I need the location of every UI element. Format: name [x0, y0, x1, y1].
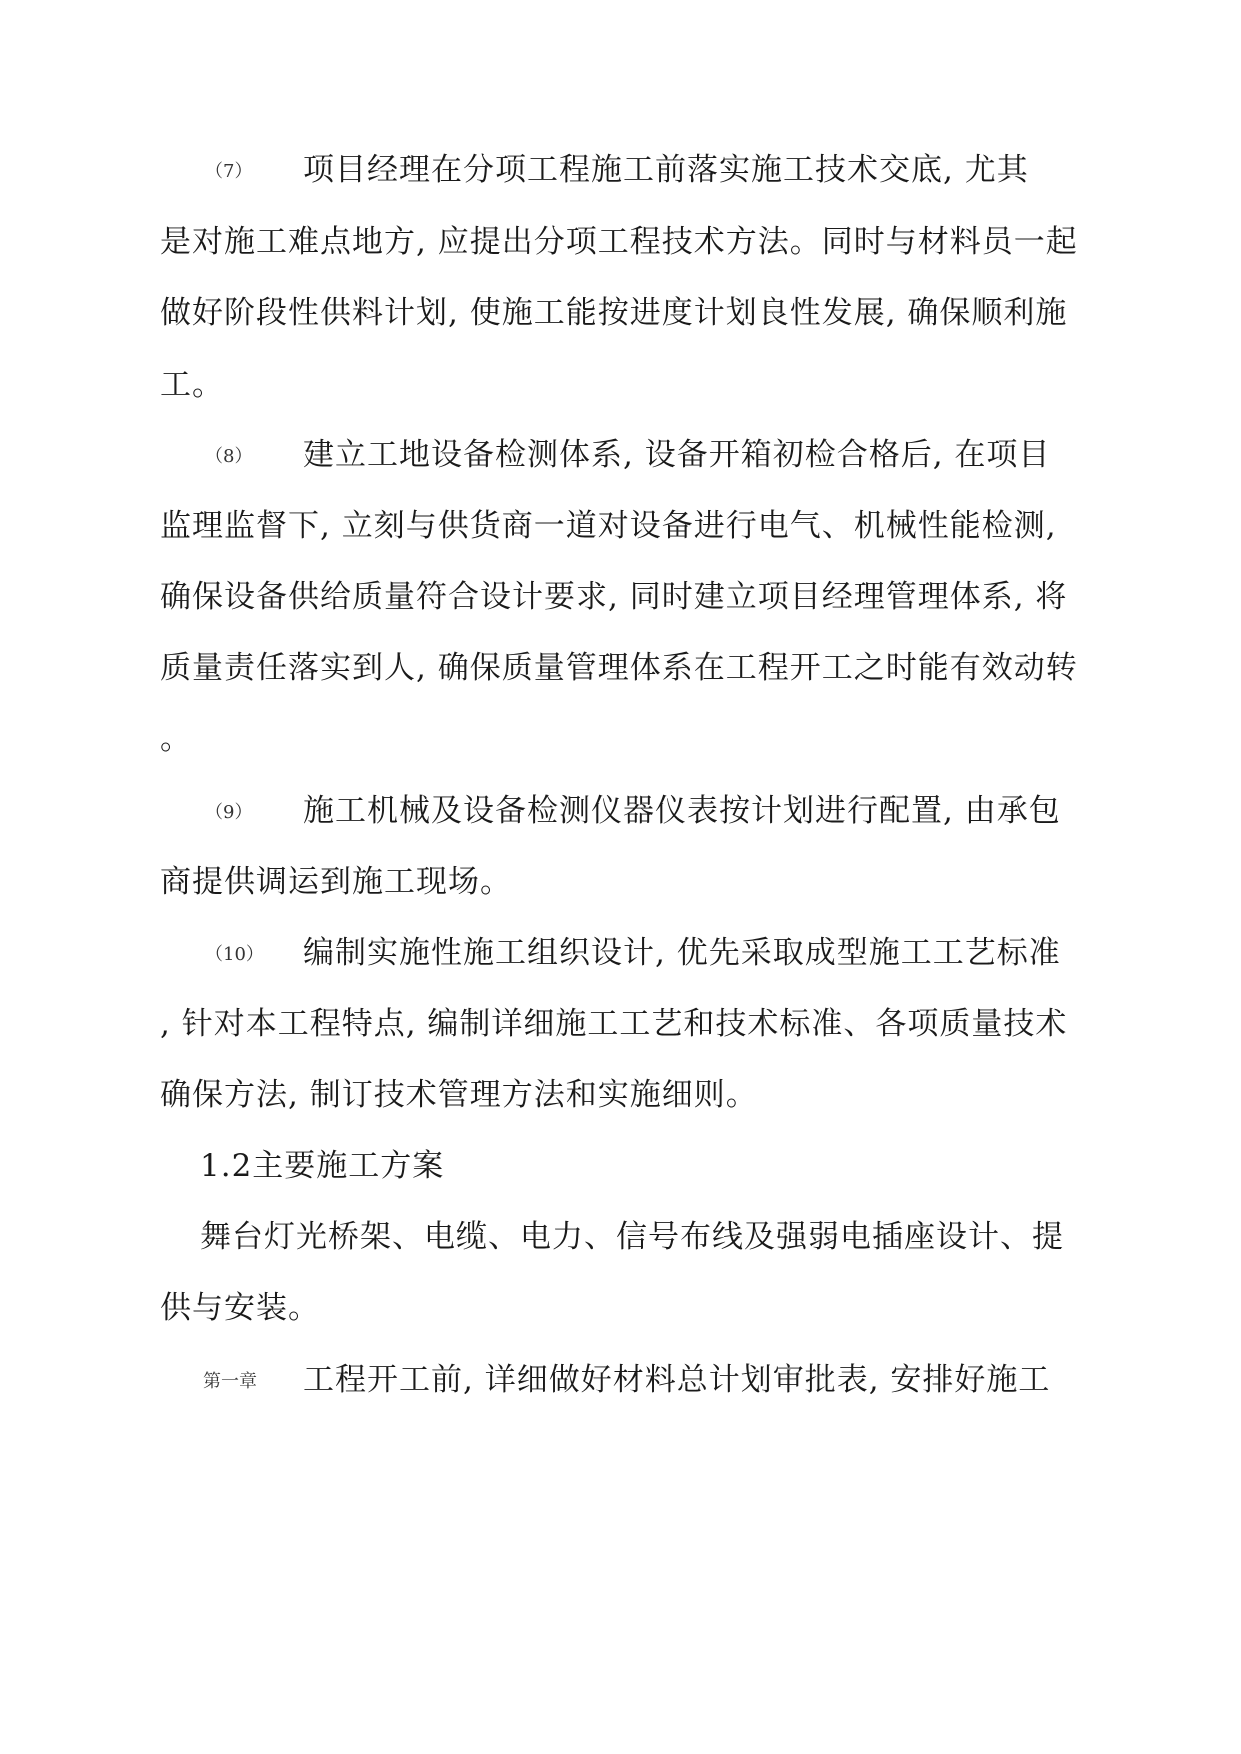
paragraph-line: 确保方法, 制订技术管理方法和实施细则。	[160, 1077, 758, 1113]
paragraph-line: 质量责任落实到人, 确保质量管理体系在工程开工之时能有效动转	[160, 650, 1078, 686]
item-marker: （9）	[205, 802, 253, 823]
paragraph-line: 。	[160, 721, 192, 757]
paragraph-line: , 针对本工程特点, 编制详细施工工艺和技术标准、各项质量技术	[160, 1006, 1068, 1042]
paragraph-line: 项目经理在分项工程施工前落实施工技术交底, 尤其	[303, 152, 1029, 188]
item-marker: （7）	[205, 161, 253, 182]
chapter-marker: 第一章	[203, 1371, 257, 1392]
paragraph-line: 确保设备供给质量符合设计要求, 同时建立项目经理管理体系, 将	[160, 579, 1068, 615]
paragraph-line: 监理监督下, 立刻与供货商一道对设备进行电气、机械性能检测,	[160, 508, 1057, 544]
paragraph-line: 工。	[160, 367, 224, 403]
paragraph-line: 舞台灯光桥架、电缆、电力、信号布线及强弱电插座设计、提	[200, 1219, 1064, 1255]
section-heading: 1.2主要施工方案	[200, 1148, 445, 1184]
item-marker: （8）	[205, 446, 253, 467]
paragraph-line: 编制实施性施工组织设计, 优先采取成型施工工艺标准	[303, 935, 1061, 971]
paragraph-line: 施工机械及设备检测仪器仪表按计划进行配置, 由承包	[303, 793, 1061, 829]
paragraph-line: 做好阶段性供料计划, 使施工能按进度计划良性发展, 确保顺利施	[160, 295, 1068, 331]
paragraph-line: 供与安装。	[160, 1290, 320, 1326]
paragraph-line: 工程开工前, 详细做好材料总计划审批表, 安排好施工	[303, 1362, 1051, 1398]
item-marker: （10）	[205, 944, 264, 965]
paragraph-line: 建立工地设备检测体系, 设备开箱初检合格后, 在项目	[303, 437, 1051, 473]
paragraph-line: 是对施工难点地方, 应提出分项工程技术方法。同时与材料员一起	[160, 224, 1078, 260]
paragraph-line: 商提供调运到施工现场。	[160, 864, 512, 900]
